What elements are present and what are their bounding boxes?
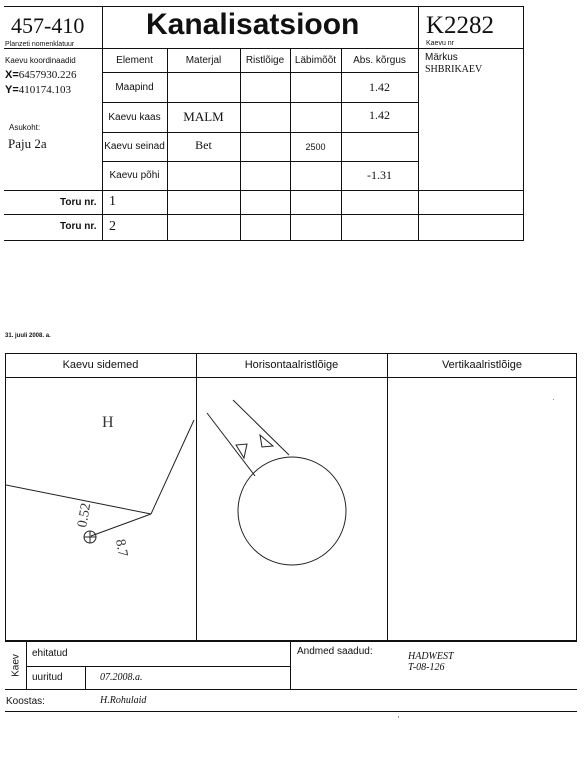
pipe-line-a bbox=[207, 413, 255, 476]
built-label: ehitatud bbox=[32, 648, 68, 659]
sketch-header-connections: Kaevu sidemed bbox=[62, 359, 139, 371]
sheet-caption: Planzeti nomenklatuur bbox=[5, 41, 75, 48]
col-header-diameter: Läbimõõt bbox=[294, 54, 337, 66]
author-label: Koostas: bbox=[6, 696, 45, 707]
pipe1-number: 1 bbox=[109, 194, 116, 209]
notes-value: SHBRIKAEV bbox=[425, 64, 483, 75]
flow-arrow-icon bbox=[236, 444, 247, 458]
row3-material: Bet bbox=[195, 137, 212, 152]
footer-line-row bbox=[26, 666, 290, 667]
x-label: X= bbox=[5, 69, 19, 81]
grid-v-abs bbox=[418, 190, 419, 240]
date-line: 31. juuli 2008. a. bbox=[5, 333, 51, 339]
footer-side-label: Kaev bbox=[10, 654, 22, 677]
divider-v-id bbox=[418, 6, 419, 191]
well-circle bbox=[238, 457, 346, 565]
col-header-cross-section: Ristlõige bbox=[245, 54, 285, 66]
y-label: Y= bbox=[5, 84, 19, 96]
location-label: Asukoht: bbox=[9, 123, 41, 132]
coords-label: Kaevu koordinaadid bbox=[5, 56, 76, 65]
x-value: 6457930.226 bbox=[18, 69, 77, 81]
col-header-abs-height: Abs. kõrgus bbox=[353, 54, 406, 66]
north-mark: H bbox=[102, 414, 114, 431]
footer-line-top bbox=[5, 641, 577, 642]
grid-h-r5 bbox=[4, 214, 524, 215]
pipe1-label: Toru nr. bbox=[60, 197, 97, 208]
pipe2-number: 2 bbox=[109, 219, 116, 234]
surveyed-value: 07.2008.a. bbox=[100, 672, 143, 683]
x-coordinate bbox=[5, 69, 77, 81]
footer-divider-value bbox=[85, 666, 86, 689]
location-value: Paju 2a bbox=[8, 136, 47, 151]
scan-mark bbox=[398, 716, 399, 718]
y-value: 410174.103 bbox=[18, 84, 72, 96]
vertical-section-mark bbox=[553, 399, 554, 400]
footer-divider-mid bbox=[290, 641, 291, 689]
grid-h-r4 bbox=[4, 190, 524, 191]
row4-abs-height: -1.31 bbox=[367, 168, 392, 182]
sketch-divider-2 bbox=[387, 353, 388, 641]
row2-material: MALM bbox=[183, 109, 224, 124]
sketch-header-vertical: Vertikaalristlõige bbox=[441, 359, 523, 371]
footer-divider-left bbox=[26, 641, 27, 689]
notes-label: Märkus bbox=[425, 52, 458, 63]
footer-line-bottom bbox=[5, 689, 577, 690]
annotation-value-b: 8.7 bbox=[112, 538, 130, 558]
pipe-line-2 bbox=[151, 420, 194, 514]
y-coordinate bbox=[5, 84, 71, 96]
connections-sketch bbox=[6, 378, 196, 640]
data-source-value-2: T-08-126 bbox=[408, 662, 445, 673]
page-title: Kanalisatsioon bbox=[146, 8, 360, 41]
sheet-number: 457-410 bbox=[11, 13, 85, 38]
pipe-line-3 bbox=[91, 514, 151, 536]
data-source-label: Andmed saadud: bbox=[297, 646, 373, 657]
surveyed-label: uuritud bbox=[32, 672, 63, 683]
grid-v-material bbox=[240, 48, 241, 240]
data-source-value-1: HADWEST bbox=[408, 651, 454, 662]
annotation-value-a: 0.52 bbox=[75, 501, 95, 529]
sketch-header-horizontal: Horisontaalristlõige bbox=[244, 359, 339, 371]
row1-element: Maapind bbox=[115, 81, 154, 93]
row3-element: Kaevu seinad bbox=[104, 141, 165, 152]
pipe2-label: Toru nr. bbox=[60, 221, 97, 232]
row2-element: Kaevu kaas bbox=[108, 111, 161, 123]
footer-line-author bbox=[5, 711, 577, 712]
row1-abs-height: 1.42 bbox=[369, 79, 390, 94]
row4-element: Kaevu põhi bbox=[109, 170, 160, 181]
col-header-material: Materjal bbox=[185, 54, 222, 66]
well-id-caption: Kaevu nr bbox=[426, 40, 455, 47]
row3-diameter: 2500 bbox=[305, 141, 326, 152]
row2-abs-height: 1.42 bbox=[369, 107, 390, 122]
pipe-line-b bbox=[233, 400, 289, 455]
col-header-element: Element bbox=[116, 54, 153, 66]
horizontal-section-sketch bbox=[197, 378, 387, 640]
well-id: K2282 bbox=[426, 12, 495, 39]
author-value: H.Rohulaid bbox=[100, 695, 147, 706]
